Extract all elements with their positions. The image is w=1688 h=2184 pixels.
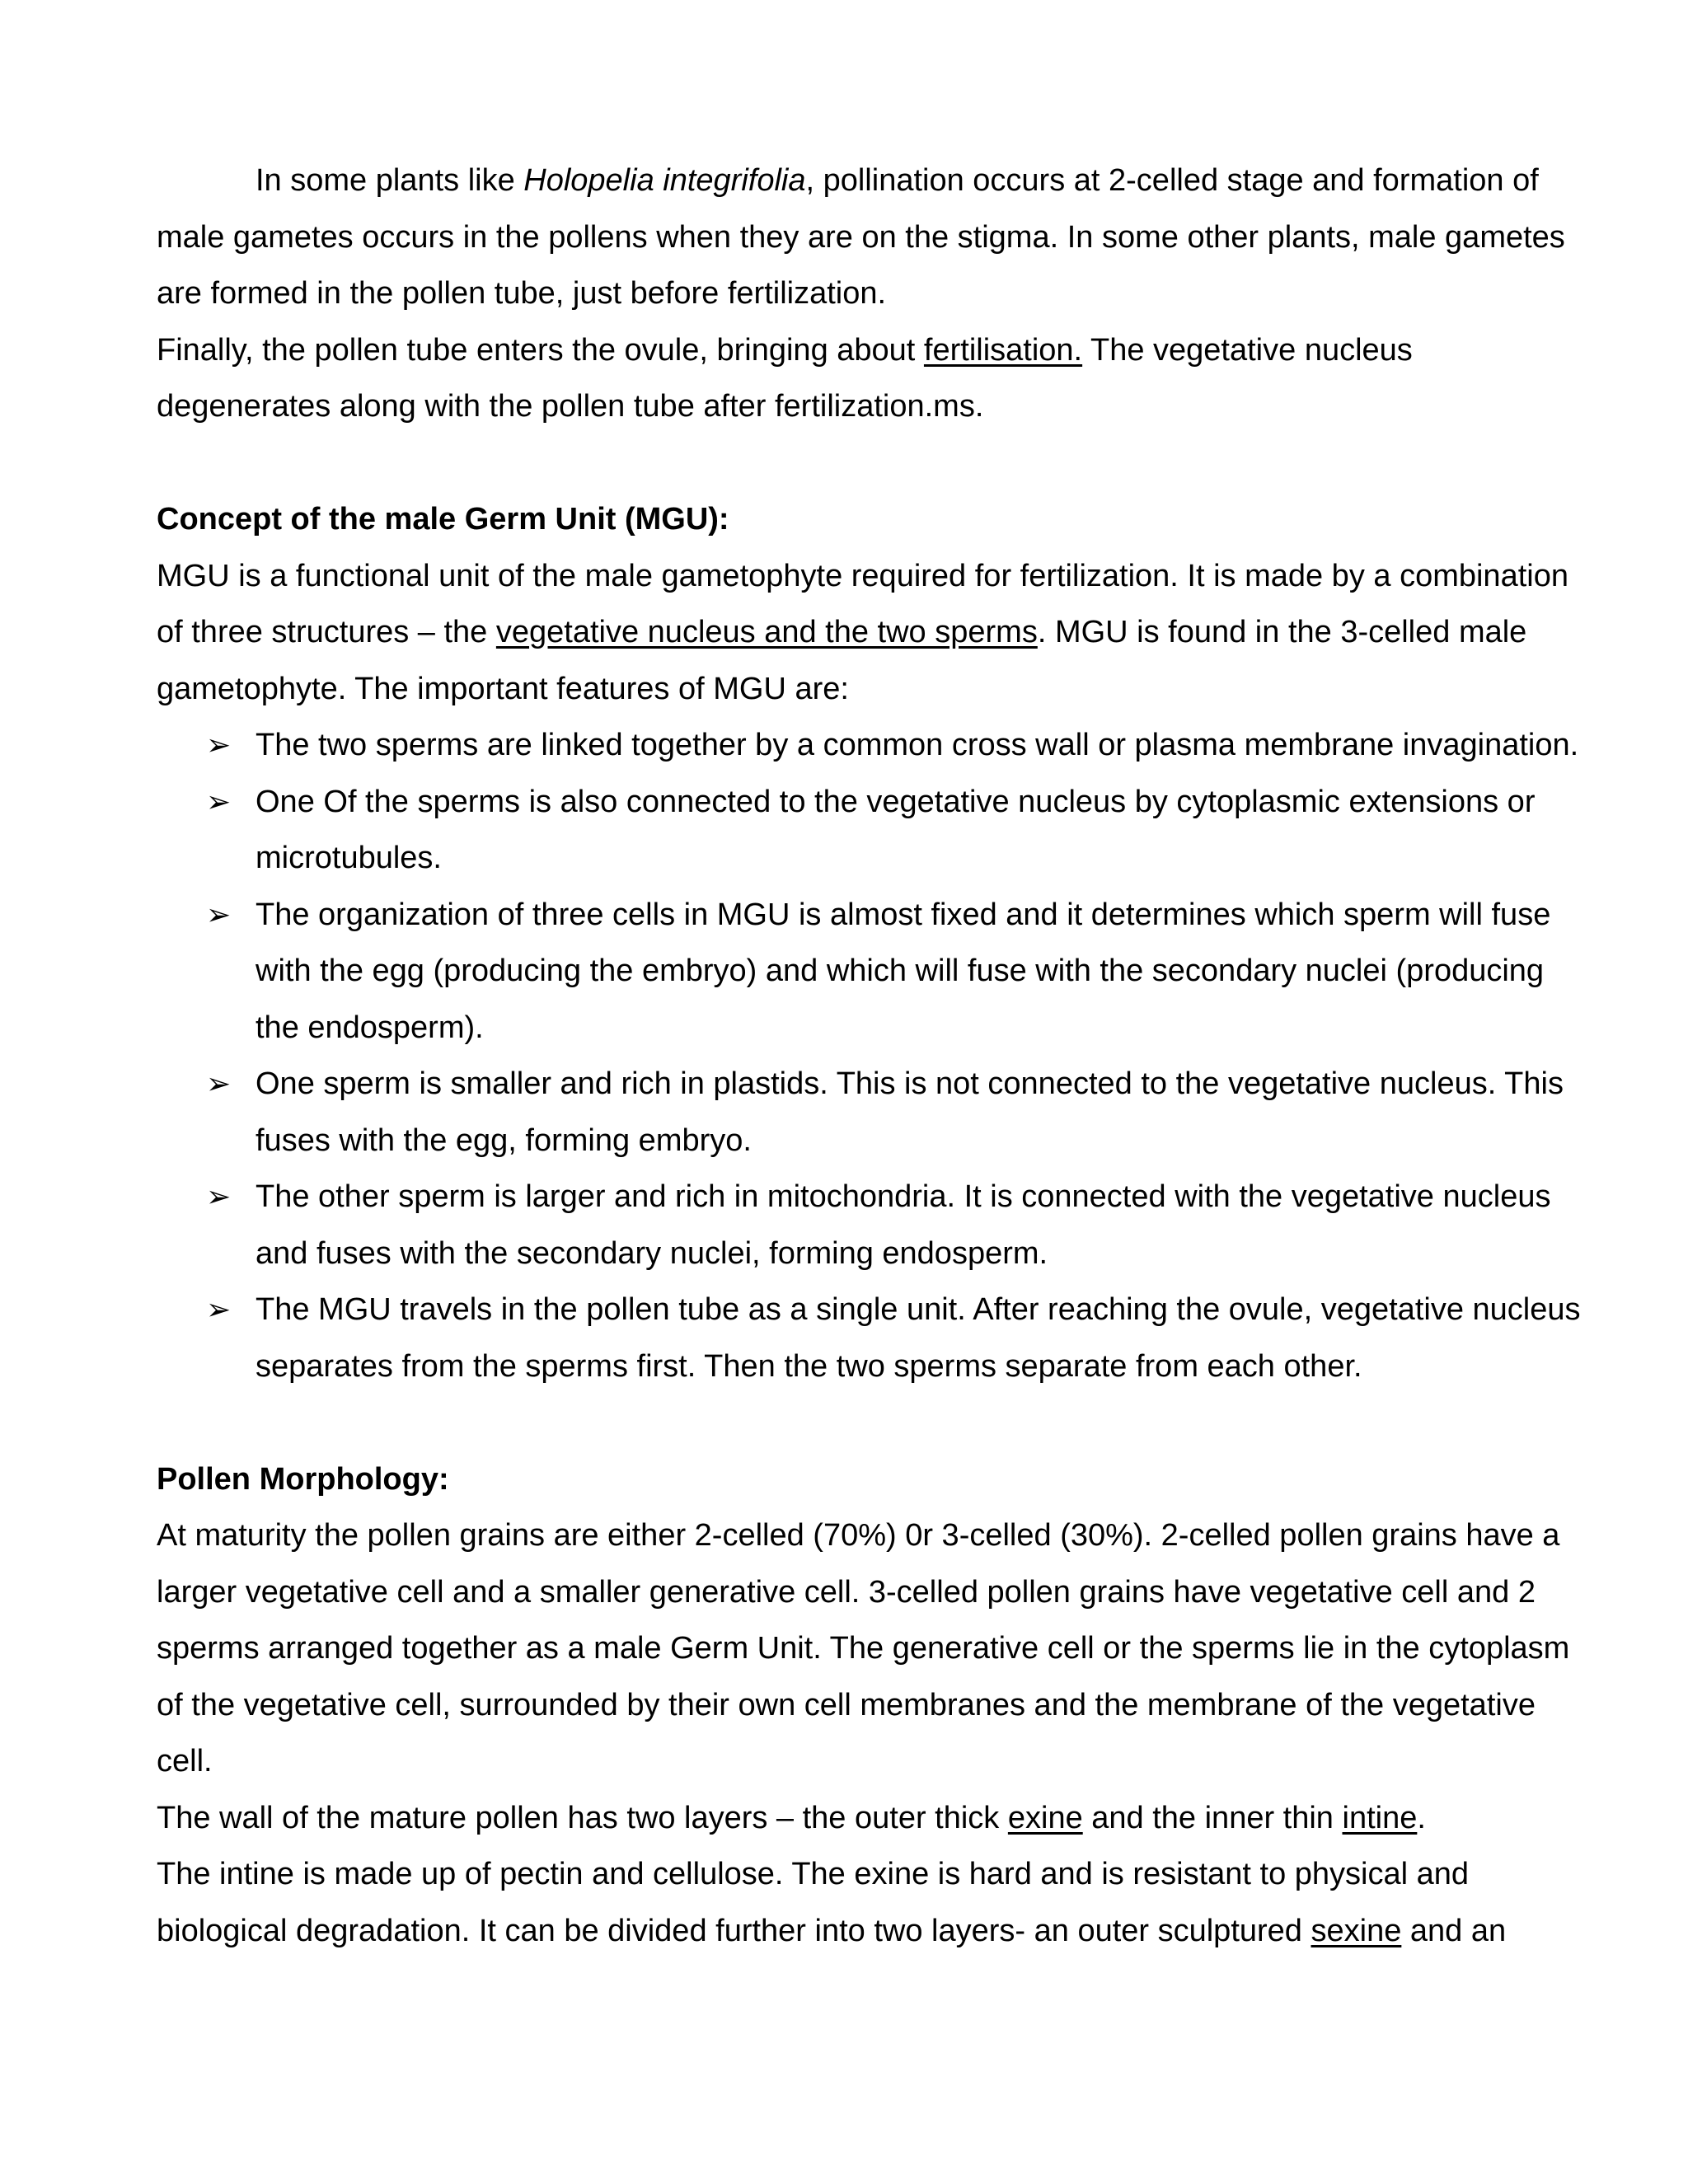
mgu-heading: Concept of the male Germ Unit (MGU): [157,502,729,537]
pollination-text-a: In some plants like [256,163,524,198]
arrow-bullet-icon: ➢ [206,784,232,818]
morphology-paragraph: At maturity the pollen grains are either 2-celled (70%) 0r 3-celled (30%). 2-celled pollen grains have a larger vegetative cell and a smaller generative cell. 3-celled pollen grains have vegetative cell and 2 sperms arranged together as a male Germ Unit. The generative cell or the sperms lie in the cytoplasm of the vegetative cell, surrounded by their own cell membranes and the membrane of the vegetative cell. [157,1518,1570,1779]
list-item [157,1056,1591,1169]
list-item-text: The MGU travels in the pollen tube as a single unit. After reaching the ovule, vegetative nucleus separates from the sperms first. Then the two sperms separate from each other. [256,1292,1581,1384]
list-item [157,1169,1591,1282]
mgu-components-term: vegetative nucleus and the two sperms [495,615,1038,649]
arrow-bullet-icon: ➢ [206,1292,232,1326]
intine-text-a: The intine is made up of pectin and cellulose. The exine is hard and is resistant to physical and biological degradation. It can be divided further into two layers- an outer sculptured [157,1857,1470,1948]
spacer [157,435,1591,492]
fertilisation-term: fertilisation. [923,332,1083,368]
arrow-bullet-icon: ➢ [206,897,232,931]
paragraph-pollination [157,152,1591,322]
morphology-heading: Pollen Morphology: [157,1461,449,1497]
list-item [157,774,1591,887]
wall-text-a: The wall of the mature pollen has two layers – the outer thick [157,1800,1008,1835]
intine-text-b: and an [1401,1913,1507,1948]
list-item-text: The two sperms are linked together by a common cross wall or plasma membrane invagination. [256,728,1579,762]
mgu-intro-text-a: MGU is a functional unit of the male gametophyte required for fertilization. It is made by a combination of three structures – the [157,558,1568,649]
paragraph-fertilisation [157,322,1591,435]
pollen-wall-paragraph [157,1790,1591,1847]
spacer [157,1394,1591,1451]
list-item-text: The other sperm is larger and rich in mitochondria. It is connected with the vegetative nucleus and fuses with the secondary nuclei, forming endosperm. [256,1179,1551,1271]
fertilisation-text-a: Finally, the pollen tube enters the ovule, bringing about [157,332,924,368]
arrow-bullet-icon: ➢ [206,728,232,762]
arrow-bullet-icon: ➢ [206,1179,232,1213]
list-item [157,717,1591,774]
intine-term: intine [1342,1800,1418,1835]
wall-text-c: . [1417,1800,1426,1835]
list-item-text: One sperm is smaller and rich in plastids. This is not connected to the vegetative nucleus. This fuses with the egg, forming embryo. [256,1066,1564,1158]
mgu-intro [157,548,1591,718]
arrow-bullet-icon: ➢ [206,1066,232,1100]
list-item [157,1282,1591,1394]
exine-term: exine [1007,1800,1083,1835]
document-page [157,152,1591,1959]
wall-text-b: and the inner thin [1082,1800,1343,1835]
mgu-feature-list [157,717,1591,1394]
pollination-text-b: , pollination occurs at 2-celled stage and formation of male gametes occurs in the pollens when they are on the stigma. In some other plants, male gametes are formed in the pollen tube, just before fertilization. [157,163,1565,311]
list-item-text: One Of the sperms is also connected to the vegetative nucleus by cytoplasmic extensions or microtubules. [256,784,1536,875]
fertilisation-text-b: The vegetative nucleus degenerates along with the pollen tube after fertilization.ms. [157,332,1413,424]
mgu-intro-text-b: . MGU is found in the 3-celled male gametophyte. The important features of MGU are: [157,615,1527,706]
species-name: Holopelia integrifolia [523,163,806,198]
sexine-term: sexine [1311,1913,1402,1948]
list-item-text: The organization of three cells in MGU is almost fixed and it determines which sperm will fuse with the egg (producing the embryo) and which will fuse with the secondary nuclei (producing the endosperm). [256,897,1551,1045]
intine-exine-paragraph [157,1846,1591,1959]
list-item [157,887,1591,1057]
